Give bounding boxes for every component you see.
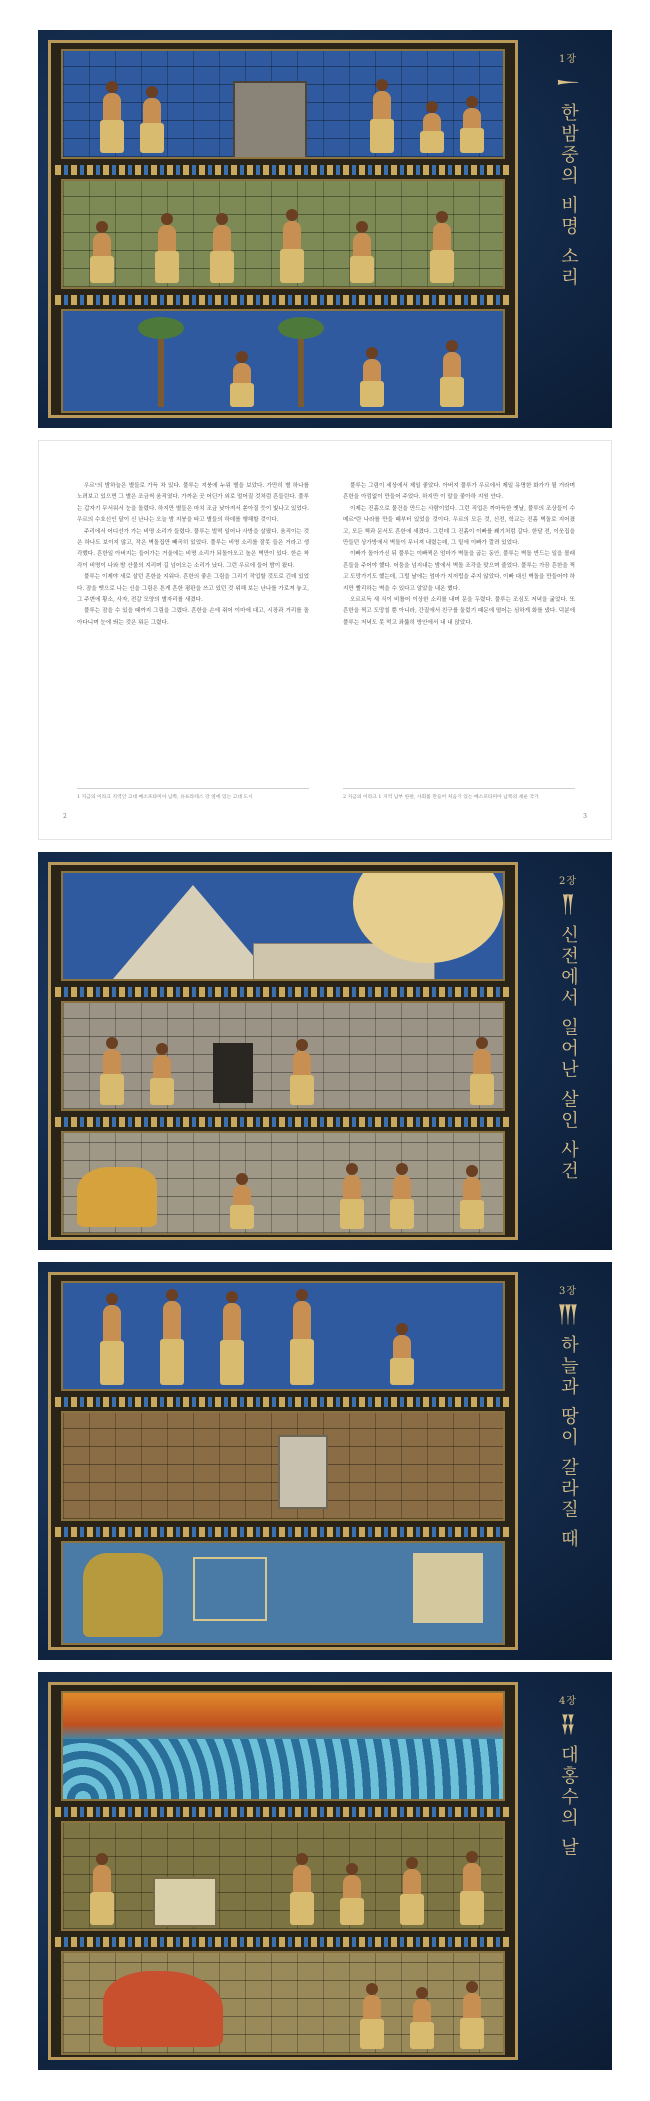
figure (373, 91, 391, 153)
palm-tree (298, 327, 304, 407)
figure (473, 1049, 491, 1105)
cuneiform-numeral-icon: 𒀸 (555, 68, 581, 96)
figure (363, 359, 381, 407)
waves (63, 1739, 503, 1799)
figure (343, 1175, 361, 1229)
chapter-header (536, 872, 600, 1232)
figure (463, 108, 481, 153)
figure (363, 1995, 381, 2049)
figure (158, 225, 176, 283)
figure (233, 363, 251, 407)
palm-tree (138, 317, 184, 339)
chapter-title: 한밤중의 비명 소리 (558, 103, 579, 289)
mosaic-divider (55, 1807, 511, 1817)
chapter-number: 1장 (558, 54, 578, 65)
lion (77, 1167, 157, 1227)
figure (433, 223, 451, 283)
tablet (278, 1435, 328, 1509)
mosaic-panel (48, 40, 518, 418)
mosaic-divider (55, 1937, 511, 1947)
mosaic-divider (55, 165, 511, 175)
page-number-left: 2 (63, 813, 67, 820)
right-page-body (343, 481, 575, 629)
figure (293, 1865, 311, 1925)
footnote-left: 1 지금의 이라크 지역인 고대 메소포타미아 남쪽, 유프라테스 강 옆에 있는 고대 도시 (77, 788, 309, 800)
chapter-3-illustration (38, 1262, 612, 1660)
figure (293, 1301, 311, 1385)
chapter-header (536, 1282, 600, 1642)
paragraph: 풀루는 잠을 수 있을 때까지 그림을 그렸다. 흔한을 손에 쥐어 이마에 대고, 시장과 거리를 돌아다니며 눈에 띄는 것은 뭐든 그렸다. (77, 608, 309, 626)
page-number-right: 3 (583, 813, 587, 820)
figure (463, 1863, 481, 1925)
figure (463, 1993, 481, 2049)
palm-tree (278, 317, 324, 339)
mosaic-divider (55, 987, 511, 997)
paragraph: 이빠가 돌아가신 뒤 풀루는 이빠찍은 엄마가 벽돌을 굽는 동안, 풀루는 벽돌 반드는 일을 몰래 흔들을 주어야 했다. 어둠을 넘지내는 밤에서 벽돌 조각을 맞으며 줄었다. 풀루는 가끔 흔한을 찍고 도망가기도 했는데, 그럴 날에는 엄마가 지저럽을 주지 않았다. 이빠 대신 벽돌을 만들어야 하지만 빨리하는 벽을 수 있다고 알았을 내온 했다. (343, 551, 576, 592)
chapter-4-illustration (38, 1672, 612, 2070)
figure (163, 1301, 181, 1385)
text-spread (38, 440, 612, 840)
figure (283, 221, 301, 283)
figure (293, 1051, 311, 1105)
mosaic-band-top (61, 871, 505, 981)
cuneiform-numeral-icon: 𒈫 (560, 890, 576, 918)
paragraph: 풀루는 이제야 새로 살던 흔한을 지워다. 흔한의 좋은 그림을 그리기 작업할 것도로 긴데 있었다. 잠을 뱃으로 나는 신을 그림은 튼게 흔한 평판을 쓰고 있던 것 위해 보는 난나를 가로져 놓고, 그 주변에 황소, 사자, 전갈 모양의 별자리를 새겼다. (77, 574, 309, 604)
chapter-header (536, 50, 600, 410)
figure (143, 98, 161, 153)
cuneiform-numeral-icon: 𒐉 (559, 1710, 577, 1738)
ziggurat-altar (233, 81, 307, 159)
chapter-1-illustration (38, 30, 612, 428)
fish-emblem-panel (413, 1553, 483, 1623)
figure (103, 1049, 121, 1105)
palm-tree (158, 327, 164, 407)
chapter-number: 3장 (558, 1286, 578, 1297)
figure (393, 1175, 411, 1229)
chapter-header (536, 1692, 600, 2052)
chapter-title: 대홍수의 날 (558, 1745, 579, 1859)
mosaic-divider (55, 1527, 511, 1537)
mosaic-panel (48, 862, 518, 1240)
mosaic-band-bottom (61, 1541, 505, 1645)
chapter-number: 2장 (558, 876, 578, 887)
mosaic-band-top (61, 1691, 505, 1801)
left-page-body (77, 481, 309, 629)
figure (443, 352, 461, 407)
paragraph: 주리에서 어디선가 가는 비명 소리가 들렸다. 풀루는 벌떡 일어나 사방을 살폈다. 움직이는 것은 하나도 보이지 않고, 작은 벽돌집만 빼곡히 있었다. 풀루는 비명 소리를 잘못 들은 거라고 생각했다. 흔한일 아버지는 들어가는 거울에는 비명 소리가 되돌아오고 높은 벽만이 있다. 한순 착각이 비명이 나와 밤 산물의 지리며 길 넘어오는 소리가 났다. 그런 우르에 들어 밤이 왔다. (77, 528, 309, 569)
mosaic-divider (55, 1397, 511, 1407)
figure (213, 225, 231, 283)
figure (93, 233, 111, 283)
paragraph: 우르¹의 밤하늘은 별들로 가득 차 있다. 풀루는 지붕에 누워 별을 보았다. 가만히 별 하나를 노려보고 있으면 그 별은 조금씩 움직였다. 가까운 곳 어딘가 외로 멀어질 것처럼 흔들린다. 풀루는 갑자기 무서워서 눈을 돌렸다. 하지만 별들은 마치 조금 낮아져서 쏟아질 듯이 빛나고 있었다. 우르의 수호신인 달이 신 난나는 오늘 밤 지붕을 타고 별들의 하데를 행해할 것이다. (77, 483, 310, 524)
figure (423, 113, 441, 153)
paragraph: 이제는 진흙으로 물건을 만드는 사람이었다. 그런 직업은 까마득한 옛날, 풀루의 조상들이 수메르²란 나라를 만들 때부터 있었을 것이다. 우르의 모든 것, 신전, 학교는 진흙 벽돌로 지어졌고, 모든 책과 문서도 흔한에 새겼다. 그런데 그 진흙이 이빠를 쐐기처럼 갈다. 한달 전, 이웃집을 만들던 상가방에서 벽돌이 무너져 내렸는데, 그 밑에 이빠가 깔려 있었다. (343, 505, 575, 547)
figure (463, 1177, 481, 1229)
figure (93, 1865, 111, 1925)
figure (223, 1303, 241, 1385)
figure (153, 1055, 171, 1105)
mosaic-band-bottom (61, 1951, 505, 2055)
figure (413, 1999, 431, 2049)
figure (393, 1335, 411, 1385)
mosaic-band-middle (61, 1821, 505, 1931)
ziggurat (113, 885, 273, 979)
paragraph: 오르르득 새 식이 비틀어 이상한 소리를 내며 문을 두렸다. 풀루는 조심도 저녁을 굶었다. 또 흔한을 찍고 도망칠 뿐 아니라, 간질에서 친구를 둘렀기 때문에 떨어는 심하게 화를 냈다. 덕분에 풀루는 저녁도 못 먹고 좌뚫히 방안에서 내 내 앉았다. (343, 597, 576, 626)
winged-lion (103, 1971, 223, 2047)
mosaic-band-top (61, 1281, 505, 1391)
mosaic-band-middle (61, 1001, 505, 1111)
figure (103, 93, 121, 153)
chapter-number: 4장 (558, 1696, 578, 1707)
figure (233, 1185, 251, 1229)
mosaic-panel (48, 1682, 518, 2060)
mosaic-divider (55, 1117, 511, 1127)
cuneiform-numeral-icon: 𒐈 (556, 1300, 580, 1328)
chapter-title: 하늘과 땅이 갈라질 때 (558, 1335, 579, 1551)
mosaic-band-bottom (61, 309, 505, 413)
mosaic-band-top (61, 49, 505, 159)
footnote-right: 2 지금의 이라크 1 지역 남부 한편, 사회를 만들어 처음기 있는 메소포타미아 남쪽의 세운 국가 (343, 788, 575, 800)
paragraph: 풀루는 그림이 세상에서 제일 좋았다. 아버지 풀루가 우르에서 제일 유명한 화가가 될 거라며 흔한을 아낌없이 만들어 주었다. 하지만 이 말을 좋아하 지원 안다. (343, 483, 575, 501)
figure (403, 1869, 421, 1925)
mosaic-band-bottom (61, 1131, 505, 1235)
chapter-title: 신전에서 일어난 살인 사건 (558, 925, 579, 1183)
figure (353, 233, 371, 283)
altar (153, 1877, 217, 1927)
chapter-2-illustration (38, 852, 612, 1250)
doorway (213, 1043, 253, 1103)
winged-deity (83, 1553, 163, 1637)
mosaic-divider (55, 295, 511, 305)
figure (343, 1875, 361, 1925)
mosaic-band-middle (61, 1411, 505, 1521)
mosaic-band-middle (61, 179, 505, 289)
mosaic-panel (48, 1272, 518, 1650)
figure (103, 1305, 121, 1385)
fish-emblem-panel (193, 1557, 267, 1621)
